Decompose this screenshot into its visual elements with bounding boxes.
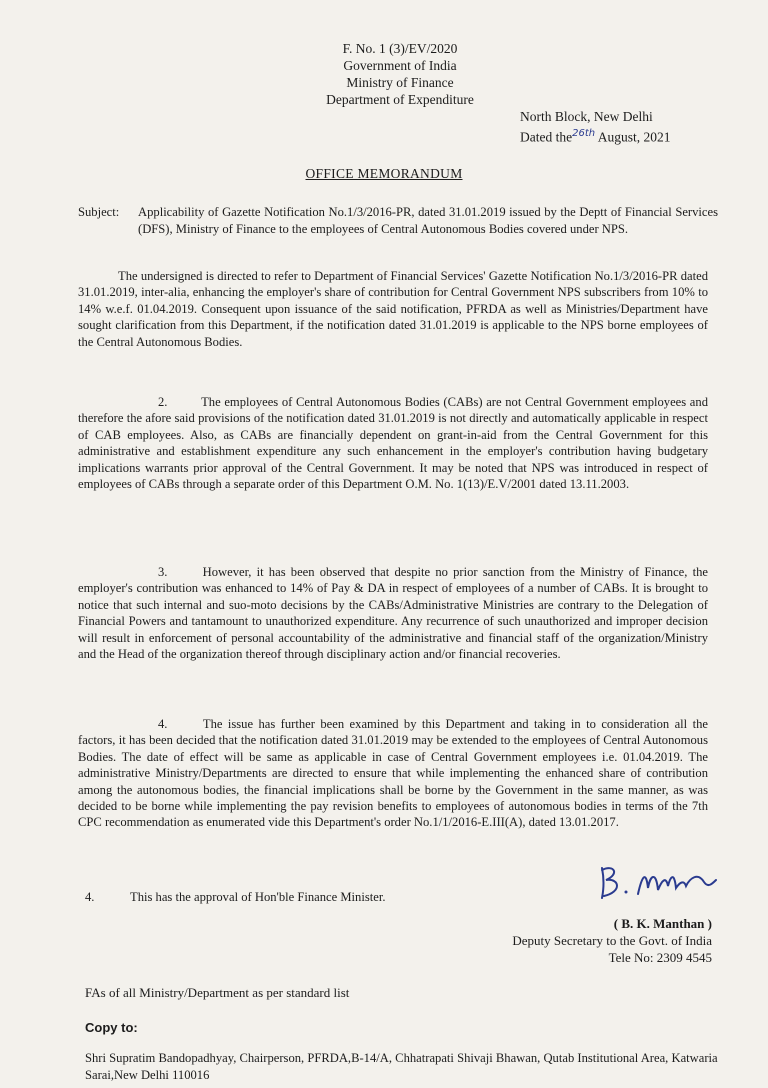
paragraph-3 [78,564,708,662]
paragraph-4-number: 4. [158,717,168,731]
subject-label: Subject: [78,205,120,219]
subject-block [78,204,718,237]
government-name: Government of India [343,58,457,73]
place: North Block, New Delhi [520,109,653,124]
date-prefix: Dated the [520,129,573,145]
copy-to-label: Copy to: [85,1020,138,1035]
paragraph-approval-text: This has the approval of Hon'ble Finance Minister. [130,890,386,904]
handwritten-signature [580,858,730,908]
paragraph-approval-number: 4. [85,890,95,904]
paragraph-2-text: The employees of Central Autonomous Bodies (CABs) are not Central Government employees and therefore the afore said provisions of the notification dated 31.01.2019 is not directly and automatically applicable in respect of CAB employees. Also, as CABs are financially dependent on grant-in-aid from the Central Government for this administrative and establishment expenditure any such enhancement in the employer's contribution having budgetary implications warrants prior approval of the Central Government. It may be noted that NPS was introduced in respect of employees of CABs through a separate order of this Department O.M. No. 1(13)/E.V/2001 dated 13.11.2003. [78,395,708,492]
place-and-date [520,108,720,146]
paragraph-4-text: The issue has further been examined by this Department and taking in to consideration all the factors, it has been decided that the notification dated 31.01.2019 may be extended to the employees of Central Autonomous Bodies. The date of effect will be same as applicable in case of Central Government employees i.e. 01.04.2019. The administrative Ministry/Departments are directed to ensure that while implementing the enhanced share of contribution among the autonomous bodies, the financial implications shall be borne by the Government in the same manner, as was decided to be borne while implementing the pay revision benefits to employees of autonomous bodies in terms of the 7th CPC recommendation as enumerated vide this Department's order No.1/1/2016-E.III(A), dated 13.01.2017. [78,717,708,830]
handwritten-date: 26th [572,128,596,139]
signatory-telephone: Tele No: 2309 4545 [608,950,712,965]
ministry-name: Ministry of Finance [346,75,454,90]
copy-to-recipient: Shri Supratim Bandopadhyay, Chairperson, PFRDA,B-14/A, Chhatrapati Shivaji Bhawan, Qutab Institutional Area, Katwaria Sarai,New Delhi 110016 [85,1051,718,1082]
date-suffix: August, 2021 [597,129,671,145]
paragraph-4 [78,716,708,831]
paragraph-2-number: 2. [158,395,168,409]
distribution-line: FAs of all Ministry/Department as per standard list [85,985,350,1000]
memo-title: OFFICE MEMORANDUM [305,166,463,181]
subject-text: Applicability of Gazette Notification No.1/3/2016-PR, dated 31.01.2019 issued by the Deptt of Financial Services (DFS), Ministry of Finance to the employees of Central Autonomous Bodies covered under NPS. [138,205,718,236]
paragraph-intro: The undersigned is directed to refer to Department of Financial Services' Gazette Notification No.1/3/2016-PR dated 31.01.2019, inter-alia, enhancing the employer's share of contribution for Central Government NPS subscribers from 10% to 14% w.e.f. 01.04.2019. Consequent upon issuance of the said notification, PFRDA as well as Ministries/Department have sought clarification from this Department, if the notification dated 31.01.2019 is applicable to the NPS borne employees of the Central Autonomous Bodies. [78,269,708,349]
signatory-designation: Deputy Secretary to the Govt. of India [512,933,712,948]
signatory-name: ( B. K. Manthan ) [613,916,712,931]
paragraph-approval [85,890,485,905]
paragraph-3-text: However, it has been observed that despite no prior sanction from the Ministry of Finance, the employer's contribution was enhanced to 14% of Pay & DA in respect of employees of a number of CABs. It is brought to notice that such internal and suo-moto decisions by the CABs/Administrative Ministries are contrary to the Delegation of Financial Powers and tantamount to unauthorized expenditure. Any recurrence of such unauthorized and improper decision will result in enforcement of personal accountability of the administrative and financial staff of the organization/Ministry and the Head of the organization thereof through disciplinary action and/or financial recoveries. [78,565,708,662]
signatory-block [462,915,712,966]
letterhead [300,40,500,108]
date-line [520,125,720,146]
department-name: Department of Expenditure [326,92,474,107]
file-number: F. No. 1 (3)/EV/2020 [342,41,458,56]
paragraph-3-number: 3. [158,565,168,579]
paragraph-2 [78,394,708,492]
